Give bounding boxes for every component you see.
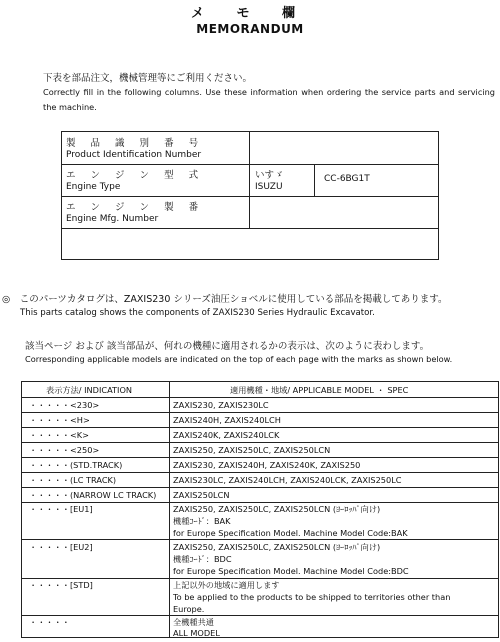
table-row-model: 全機種共通 [173,617,214,627]
page-title-jp: メ モ 欄 [190,6,310,21]
table-row-model-code-jp: 機種ｺｰﾄﾞ：BDC [173,554,232,564]
engine-mfg-label-jp: エ ン ジ ン 製 番 [66,202,205,213]
table-row-model-note: ALL MODEL [173,628,220,638]
table-row-model: ZAXIS230, ZAXIS230LC [173,400,269,410]
table-row-model: ZAXIS250, ZAXIS250LC, ZAXIS250LCN (ﾖｰﾛｯﾊﾟ向け) [173,542,381,552]
table-row-model: ZAXIS250LCN [173,490,230,500]
table-row-model: ZAXIS250, ZAXIS250LC, ZAXIS250LCN (ﾖｰﾛｯﾊﾟ向け) [173,504,381,514]
table-row-indication: ・・・・・<250> [29,445,100,455]
table-row-indication: ・・・・・ [29,617,70,627]
intro-text: Correctly fill in the following columns. Use these information when ordering the service parts and servicing the machine. [43,87,495,112]
table-row-indication: ・・・・・(LC TRACK) [29,475,117,485]
table-row-model-note: for Europe Specification Model. Machine Model Code:BDC [173,566,409,576]
table-row-model: ZAXIS240H, ZAXIS240LCH [173,415,281,425]
header-applicable-model: 適用機種・地域/ APPLICABLE MODEL ・ SPEC [230,385,409,395]
engine-type-label: Engine Type [66,182,121,192]
applicable-note-jp: 該当ページ および 該当部品が、何れの機種に適用されるかの表示は、次のように表わします。 [25,341,430,352]
applicable-model-table [21,381,499,638]
table-row-model-code-jp: 機種ｺｰﾄﾞ：BAK [173,516,231,526]
product-id-label: Product Identification Number [66,150,202,160]
page-title: MEMORANDUM [196,22,304,36]
engine-maker: ISUZU [255,182,283,192]
engine-type-label-jp: エ ン ジ ン 型 式 [66,170,205,181]
table-row-indication: ・・・・・[EU1] [29,504,93,514]
table-row-indication: ・・・・・<H> [29,415,90,425]
identification-table [61,131,439,260]
table-row-indication: ・・・・・[STD] [29,580,93,590]
table-row-indication: ・・・・・(NARROW LC TRACK) [29,490,157,500]
engine-mfg-label: Engine Mfg. Number [66,214,159,224]
catalog-note-jp: ◎ このパーツカタログは、ZAXIS230 シリーズ油圧ショベルに使用している部品を掲載してあります。 [2,294,448,305]
table-row-indication: ・・・・・(STD.TRACK) [29,460,123,470]
table-row-model: ZAXIS230LC, ZAXIS240LCH, ZAXIS240LCK, ZAXIS250LC [173,475,402,485]
table-row-model: ZAXIS240K, ZAXIS240LCK [173,430,280,440]
table-row-model-note: for Europe Specification Model. Machine Model Code:BAK [173,528,408,538]
engine-maker-jp: いすゞ [255,170,284,181]
table-row-indication: ・・・・・[EU2] [29,542,93,552]
table-row-indication: ・・・・・<K> [29,430,90,440]
header-indication: 表示方法/ INDICATION [46,385,133,395]
catalog-note: This parts catalog shows the components of ZAXIS230 Series Hydraulic Excavator. [20,308,375,318]
intro-text-jp: 下表を部品注文，機械管理等にご利用ください。 [43,73,253,84]
table-row-model: 上記以外の地域に適用します [173,580,280,590]
product-id-label-jp: 製 品 識 別 番 号 [66,138,205,149]
table-row-model-note: To be applied to the products to be shipped to territories other than [173,592,451,602]
table-row-indication: ・・・・・<230> [29,400,100,410]
engine-model-value: CC-6BG1T [324,174,370,184]
table-row-model: ZAXIS250, ZAXIS250LC, ZAXIS250LCN [173,445,331,455]
table-row-model-note: Europe. [173,604,205,614]
table-row-model: ZAXIS230, ZAXIS240H, ZAXIS240K, ZAXIS250 [173,460,361,470]
applicable-note: Corresponding applicable models are indicated on the top of each page with the marks as shown below. [25,354,453,364]
